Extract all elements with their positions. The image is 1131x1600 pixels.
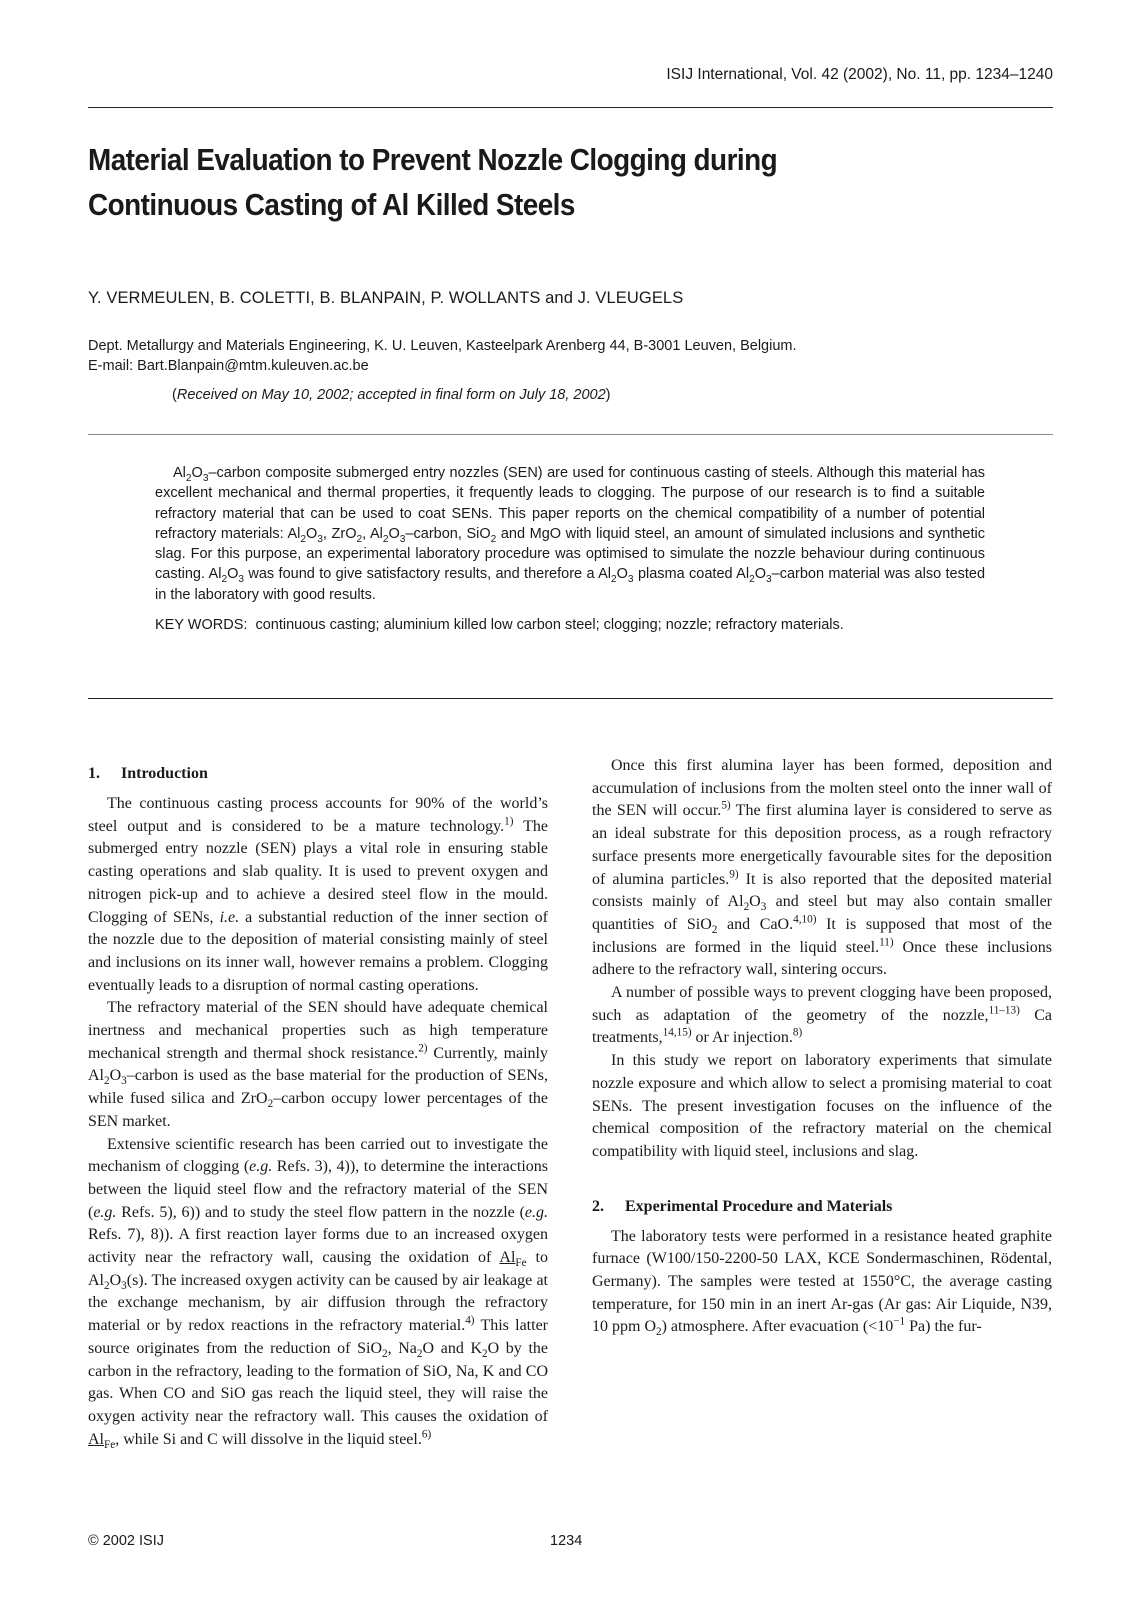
page-number: 1234: [550, 1533, 583, 1549]
right-column: [592, 755, 1052, 1339]
left-column: [88, 763, 548, 1451]
section-2-heading: 2. Experimental Procedure and Materials: [592, 1197, 893, 1215]
paper-title: [88, 137, 952, 227]
paragraph: The laboratory tests were performed in a resistance heated graphite furnace (W100/150-2200-50 LAX, KCE Sondermaschinen, Rödental, Germany). The samples were tested at 1550°C, the average casting temperature, for 150 min in an inert Ar-gas (Ar gas: Air Liquide, N39, 10 ppm $O_2$) atmosphere. After evacuation ($<10^{-1}$ Pa) the fur-: [592, 1227, 1052, 1339]
copyright-footer: © 2002 ISIJ: [88, 1533, 164, 1549]
paragraph: Extensive scientific research has been carried out to investigate the mechanism of clogging (e.g. Refs. 3), 4)), to determine the interactions between the liquid steel flow and the refractory material of the SEN (e.g. Refs. 5), 6)) and to study the steel flow pattern in the nozzle (e.g. Refs. 7), 8)). A first reaction layer forms due to an increased oxygen activity near the refractory wall, causing the oxidation of $Al_{Fe}$ to $Al_2O_3(s)$. The increased oxygen activity can be caused by air leakage at the exchange mechanism, by air diffusion through the refractory material or by redox reactions in the refractory material.$^{4)}$ This latter source originates from the reduction of SiO$_2$, $Na_2O$ and $K_2O$ by the carbon in the refractory, leading to the formation of SiO, Na, K and CO gas. When CO and SiO gas reach the liquid steel, they will raise the oxygen activity near the refractory wall. This causes the oxidation of $Al_{Fe}$, while Si and C will dissolve in the liquid steel.$^{6)}$: [88, 1135, 549, 1451]
abstract-text: $Al_2O_3$–carbon composite submerged entry nozzles (SEN) are used for continuous casting of steels. Although this material has excellent mechanical and thermal properties, it frequently leads to clogging. The purpose of our research is to find a suitable refractory material that can be used to coat SENs. This paper reports on the chemical compatibility of a number of potential refractory materials: $Al_2O_3$, ZrO$_2$, $Al_2O_3$–carbon, SiO$_2$ and MgO with liquid steel, an amount of simulated inclusions and synthetic slag. For this purpose, an experimental laboratory procedure was optimised to simulate the nozzle behaviour during continuous casting. $Al_2O_3$ was found to give satisfactory results, and therefore a $Al_2O_3$ plasma coated $Al_2O_3$–carbon material was also tested in the laboratory with good results.: [155, 465, 986, 603]
keywords-list: continuous casting; aluminium killed low carbon steel; clogging; nozzle; refractory materials.: [255, 617, 844, 634]
paragraph: A number of possible ways to prevent clogging have been proposed, such as adaptation of the geometry of the nozzle,$^{11-13)}$ Ca treatments,$^{14,15)}$ or Ar injection.$^{8)}$: [592, 984, 1052, 1047]
keywords: [155, 615, 985, 635]
title-line-2: Continuous Casting of Al Killed Steels: [88, 187, 575, 222]
header-rule: [88, 107, 1053, 108]
received-dates: (Received on May 10, 2002; accepted in final form on July 18, 2002): [172, 387, 611, 403]
title-line-1: Material Evaluation to Prevent Nozzle Clogging during: [88, 142, 778, 177]
section-1-heading: 1. Introduction: [88, 765, 208, 782]
email: E-mail: Bart.Blanpain@mtm.kuleuven.ac.be: [88, 358, 369, 374]
abstract-bottom-rule: [88, 698, 1053, 699]
abstract: [155, 463, 985, 635]
keywords-label: KEY WORDS:: [155, 617, 248, 634]
authors: Y. VERMEULEN, B. COLETTI, B. BLANPAIN, P. WOLLANTS and J. VLEUGELS: [88, 289, 684, 307]
paragraph: In this study we report on laboratory experiments that simulate nozzle exposure and which allow to select a promising material to coat SENs. The present investigation focuses on the influence of the chemical composition of the refractory material on the chemical compatibility with liquid steel, inclusions and slag.: [592, 1052, 1052, 1160]
received-text: Received on May 10, 2002; accepted in final form on July 18, 2002: [176, 387, 606, 403]
paragraph: Once this first alumina layer has been formed, deposition and accumulation of inclusions from the molten steel onto the inner wall of the SEN will occur.$^{5)}$ The first alumina layer is considered to serve as an ideal substrate for this deposition process, as a rough refractory surface presents more energetically favourable sites for the deposition of alumina particles.$^{9)}$ It is also reported that the deposited material consists mainly of $Al_2O_3$ and steel but may also contain smaller quantities of SiO$_2$ and CaO.$^{4,10)}$ It is supposed that most of the inclusions are formed in the liquid steel.$^{11)}$ Once these inclusions adhere to the refractory wall, sintering occurs.: [592, 757, 1053, 979]
affiliation: Dept. Metallurgy and Materials Engineering, K. U. Leuven, Kasteelpark Arenberg 44, B-3001 Leuven, Belgium.: [88, 338, 797, 354]
journal-header: ISIJ International, Vol. 42 (2002), No. 11, pp. 1234–1240: [666, 66, 1053, 83]
paragraph: The continuous casting process accounts for 90% of the world’s steel output and is considered to be a mature technology.$^{1)}$ The submerged entry nozzle (SEN) plays a vital role in ensuring stable casting operations and slab quality. It is used to prevent oxygen and nitrogen pick-up and to achieve a desired steel flow in the mould. Clogging of SENs, i.e. a substantial reduction of the inner section of the nozzle due to the deposition of material consisting mainly of steel and inclusions on its inner wall, however remains a problem. Clogging eventually leads to a disruption of normal casting operations.: [88, 795, 549, 994]
affiliation-block: [88, 336, 797, 376]
paragraph: The refractory material of the SEN should have adequate chemical inertness and mechanical properties such as high temperature mechanical strength and thermal shock resistance.$^{2)}$ Currently, mainly $Al_2O_3$–carbon is used as the base material for the production of SENs, while fused silica and ZrO$_2$–carbon occupy lower percentages of the SEN market.: [88, 999, 549, 1130]
abstract-top-rule: [88, 434, 1053, 435]
